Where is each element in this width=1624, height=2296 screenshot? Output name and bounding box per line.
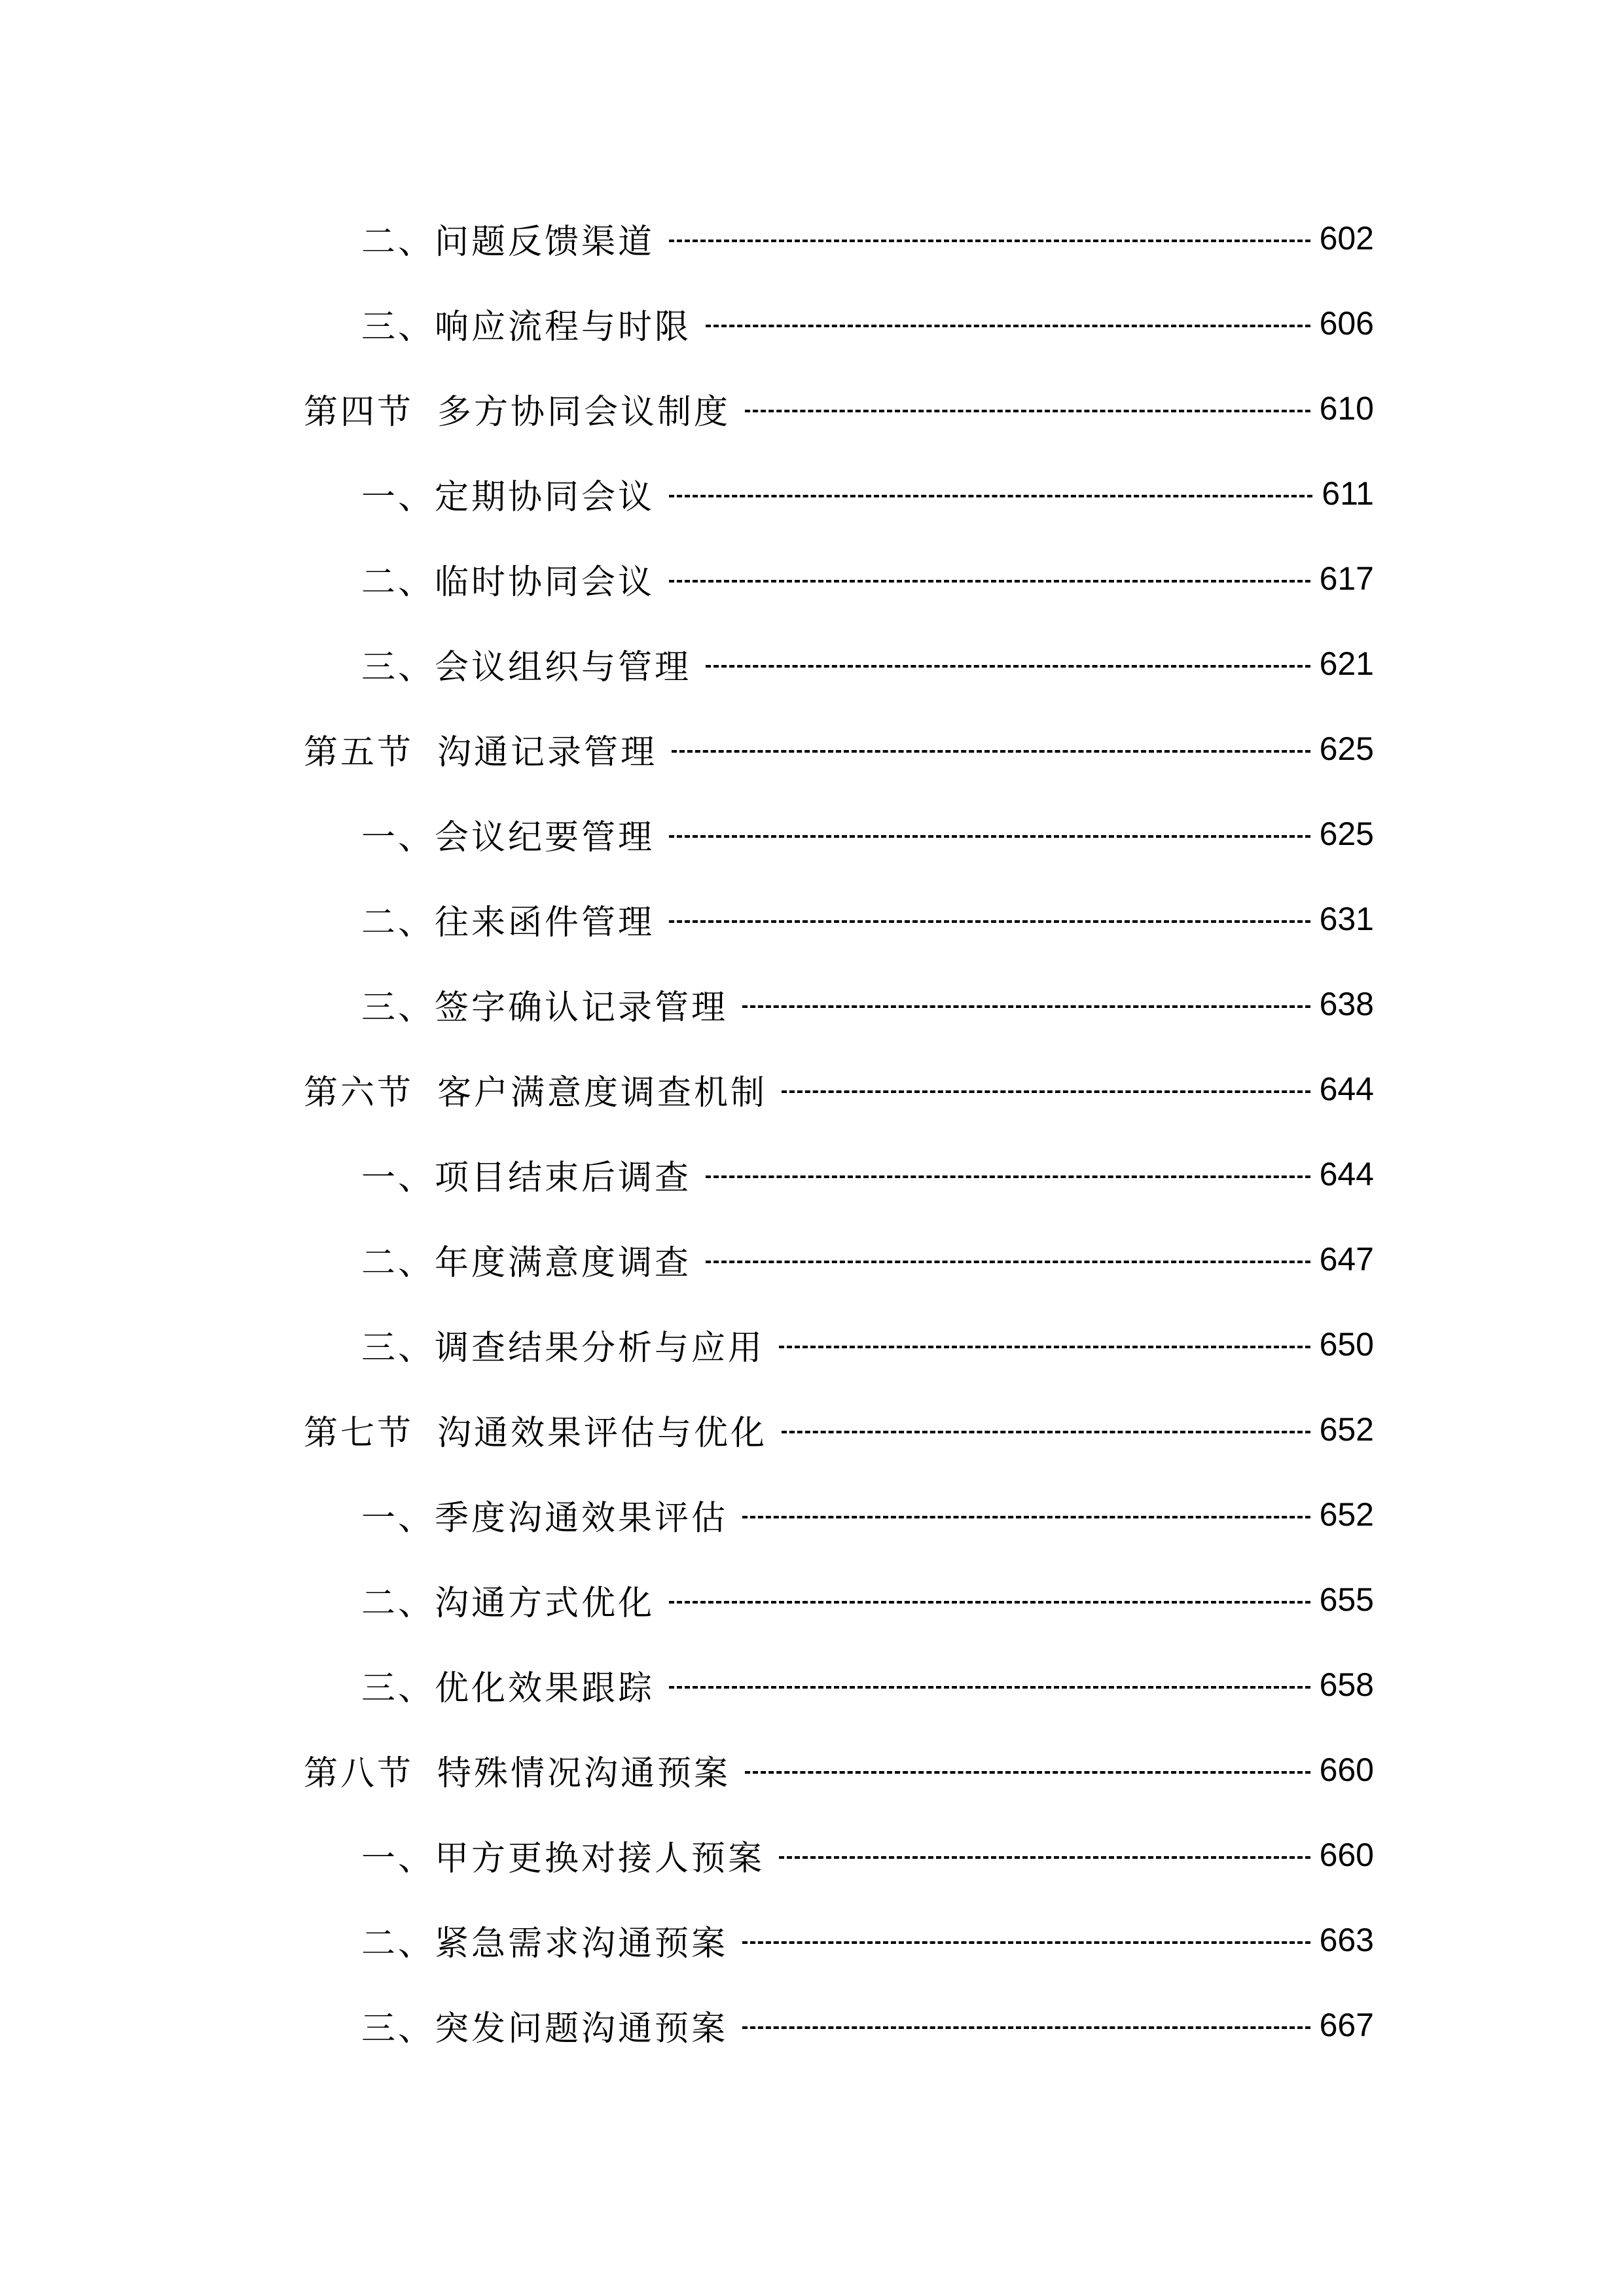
dot-leader: [742, 1005, 1310, 1008]
toc-section-8[interactable]: [304, 1744, 1374, 1796]
toc-section-6[interactable]: [304, 1063, 1374, 1115]
dot-leader: [706, 1261, 1310, 1263]
dot-leader: [706, 325, 1310, 327]
dot-leader: [669, 580, 1310, 583]
toc-entry-title: 三、突发问题沟通预案: [361, 2009, 729, 2049]
toc-entry-survey-analysis[interactable]: [361, 1318, 1374, 1371]
toc-entry-title: 二、临时协同会议: [361, 562, 655, 602]
toc-page-number: 652: [1319, 1496, 1374, 1533]
toc-page-number: 611: [1322, 475, 1374, 512]
toc-page-number: 644: [1319, 1156, 1374, 1193]
toc-page-number: 606: [1319, 305, 1374, 342]
toc-section-title: [304, 1405, 767, 1454]
toc-entry-title: 三、会议组织与管理: [361, 647, 692, 687]
toc-page-number: 650: [1319, 1326, 1374, 1363]
toc-entry-title: 二、年度满意度调查: [361, 1243, 692, 1283]
toc-page-number: 625: [1319, 730, 1374, 767]
toc-entry-quarterly-evaluation[interactable]: [361, 1488, 1374, 1541]
toc-entry-minutes[interactable]: [361, 808, 1374, 860]
dot-leader: [779, 1346, 1310, 1348]
dot-leader: [745, 410, 1310, 412]
toc-entry-correspondence[interactable]: [361, 893, 1374, 945]
toc-page-number: 652: [1319, 1411, 1374, 1448]
toc-entry-adhoc-meetings[interactable]: [361, 552, 1374, 605]
dot-leader: [782, 1090, 1310, 1093]
toc-section-label: 沟通效果评估与优化: [437, 1413, 768, 1453]
dot-leader: [669, 1601, 1310, 1604]
toc-entry-title: 二、问题反馈渠道: [361, 222, 655, 262]
dot-leader: [706, 665, 1310, 668]
toc-page-number: 655: [1319, 1581, 1374, 1618]
toc-page-number: 660: [1319, 1751, 1374, 1788]
toc-entry-title: 二、紧急需求沟通预案: [361, 1924, 729, 1964]
toc-section-4[interactable]: [304, 382, 1374, 435]
toc-section-number: 第八节: [304, 1753, 414, 1793]
toc-section-7[interactable]: [304, 1403, 1374, 1456]
toc-entry-3-response-process[interactable]: [361, 297, 1374, 350]
toc-page-number: 625: [1319, 816, 1374, 852]
toc-section-label: 沟通记录管理: [437, 732, 658, 772]
toc-page-number: 647: [1319, 1241, 1374, 1278]
toc-page-number: 658: [1319, 1666, 1374, 1703]
dot-leader: [782, 1431, 1310, 1433]
dot-leader: [742, 1941, 1310, 1944]
toc-section-title: [304, 725, 657, 774]
toc-section-label: 特殊情况沟通预案: [437, 1753, 731, 1793]
toc-entry-2-feedback-channels[interactable]: [361, 212, 1374, 264]
toc-section-number: 第六节: [304, 1073, 414, 1113]
toc-page-number: 660: [1319, 1837, 1374, 1873]
toc-entry-title: 二、沟通方式优化: [361, 1583, 655, 1623]
dot-leader: [669, 495, 1312, 497]
toc-page-number: 631: [1319, 901, 1374, 937]
toc-entry-title: 一、会议纪要管理: [361, 817, 655, 857]
toc-entry-title: 二、往来函件管理: [361, 903, 655, 942]
toc-entry-title: 三、签字确认记录管理: [361, 988, 729, 1028]
toc-entry-regular-meetings[interactable]: [361, 467, 1374, 520]
toc-section-label: 客户满意度调查机制: [437, 1073, 768, 1113]
dot-leader: [669, 835, 1310, 838]
toc-entry-urgent-demand-plan[interactable]: [361, 1914, 1374, 1966]
dot-leader: [742, 1516, 1310, 1518]
toc-page-number: 667: [1319, 2007, 1374, 2043]
toc-entry-title: 三、响应流程与时限: [361, 307, 692, 347]
toc-section-number: 第七节: [304, 1413, 414, 1453]
toc-page-number: 663: [1319, 1922, 1374, 1958]
toc-section-title: [304, 1065, 767, 1114]
toc-section-label: 多方协同会议制度: [437, 392, 731, 432]
dot-leader: [669, 240, 1310, 242]
dot-leader: [742, 2026, 1310, 2029]
toc-section-title: [304, 1746, 731, 1795]
toc-entry-contact-change-plan[interactable]: [361, 1829, 1374, 1881]
toc-entry-signature-records[interactable]: [361, 978, 1374, 1030]
dot-leader: [706, 1175, 1310, 1178]
toc-page-number: 621: [1319, 645, 1374, 682]
toc-page-number: 602: [1319, 220, 1374, 257]
toc-entry-post-project-survey[interactable]: [361, 1148, 1374, 1200]
toc-page-number: 617: [1319, 560, 1374, 597]
toc-entry-method-optimization[interactable]: [361, 1573, 1374, 1626]
toc-section-number: 第四节: [304, 392, 414, 432]
toc-entry-title: 一、季度沟通效果评估: [361, 1498, 729, 1538]
dot-leader: [779, 1856, 1310, 1859]
toc-page-number: 644: [1319, 1071, 1374, 1107]
toc-entry-title: 一、甲方更换对接人预案: [361, 1839, 765, 1878]
dot-leader: [745, 1771, 1310, 1774]
toc-entry-title: 三、优化效果跟踪: [361, 1668, 655, 1708]
toc-entry-title: 三、调查结果分析与应用: [361, 1328, 765, 1368]
toc-page-number: 610: [1319, 390, 1374, 427]
toc-section-number: 第五节: [304, 732, 414, 772]
dot-leader: [669, 1686, 1310, 1689]
toc-entry-annual-survey[interactable]: [361, 1233, 1374, 1285]
toc-section-title: [304, 384, 731, 433]
toc-page-number: 638: [1319, 986, 1374, 1022]
toc-entry-emergency-plan[interactable]: [361, 1999, 1374, 2051]
toc-entry-optimization-tracking[interactable]: [361, 1659, 1374, 1711]
dot-leader: [669, 920, 1310, 923]
dot-leader: [672, 750, 1310, 753]
toc-entry-title: 一、项目结束后调查: [361, 1158, 692, 1198]
toc-entry-title: 一、定期协同会议: [361, 477, 655, 517]
toc-section-5[interactable]: [304, 723, 1374, 775]
toc-entry-meeting-management[interactable]: [361, 637, 1374, 690]
